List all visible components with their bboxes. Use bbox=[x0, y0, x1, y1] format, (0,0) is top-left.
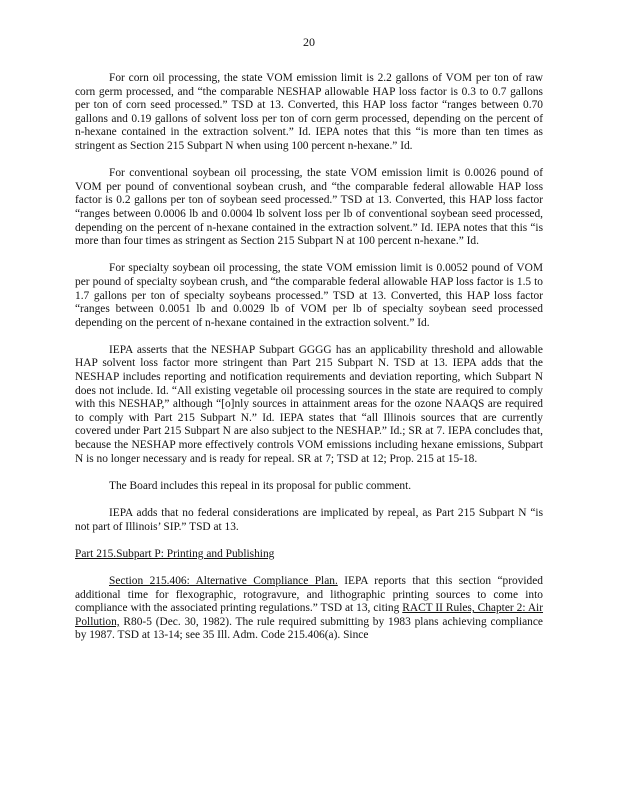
paragraph-conventional-soybean: For conventional soybean oil processing, the state VOM emission limit is 0.0026 pound of VOM per pound of conventional soybean crush, and “the comparable federal allowable HAP loss factor is 0.2 gallons per ton of soybean seed processed.” TSD at 13. Converted, this HAP loss factor “ranges between 0.0006 lb and 0.0004 lb solvent loss per lb of conventional soybean seed processed, depending on the percent of n-hexane contained in the extraction solvent.” Id. IEPA notes that this “is more than four times as stringent as Section 215 Subpart N at 100 percent n-hexane.” Id. bbox=[75, 167, 543, 248]
paragraph-corn-oil: For corn oil processing, the state VOM emission limit is 2.2 gallons of VOM per ton of raw corn germ processed, and “the comparable NESHAP allowable HAP loss factor is 0.3 to 0.7 gallons per ton of corn seed processed.” TSD at 13. Converted, this HAP loss factor “ranges between 0.70 gallons and 0.19 gallons of solvent loss per ton of corn germ processed, depending on the percent of n-hexane contained in the extraction solvent.” Id. IEPA notes that this “is more than ten times as stringent as Section 215 Subpart N when using 100 percent n-hexane.” Id. bbox=[75, 72, 543, 152]
section-heading: Part 215.Subpart P: Printing and Publishing bbox=[75, 547, 275, 560]
paragraph-neshap-applicability: IEPA asserts that the NESHAP Subpart GGGG has an applicability threshold and allowable HAP solvent loss factor more stringent than Part 215 Subpart N. TSD at 13. IEPA adds that the NESHAP includes reporting and notification requirements and deviation reporting, which Subpart N does not include. Id. “All existing vegetable oil processing sources in the state are required to comply with this NESHAP,” although “[o]nly sources in attainment areas for the ozone NAAQS are required to comply with Part 215 Subpart N.” Id. IEPA states that “all Illinois sources that are currently covered under Part 215 Subpart N are also subject to the NESHAP.” Id.; SR at 7. IEPA concludes that, because the NESHAP more effectively controls VOM emissions including hexane emissions, Subpart N is no longer necessary and is ready for repeal. SR at 7; TSD at 12; Prop. 215 at 15-18. bbox=[75, 343, 543, 465]
page-number: 20 bbox=[303, 35, 315, 49]
paragraph-text-b: R80-5 (Dec. 30, 1982). The rule required submitting by 1983 plans achieving compliance by 1987. TSD at 13-14; see 35 Ill. Adm. Code 215.406(a). Since bbox=[75, 615, 543, 642]
paragraph-specialty-soybean: For specialty soybean oil processing, the state VOM emission limit is 0.0052 pound of VOM per pound of specialty soybean crush, and “the comparable federal allowable HAP loss factor is 1.5 to 1.7 gallons per ton of specialty soybeans processed.” TSD at 13. Converted, this HAP loss factor “ranges between 0.0051 lb and 0.0029 lb of VOM per lb of specialty soybean seed processed depending on the percent of n-hexane contained in the extraction solvent.” Id. bbox=[75, 262, 543, 329]
citation-ract-ii: RACT II Rules, Chapter 2: Air Pollution, bbox=[75, 602, 544, 628]
paragraph-board-repeal: The Board includes this repeal in its proposal for public comment. bbox=[109, 479, 412, 492]
section-subheading: Section 215.406: Alternative Compliance Plan. bbox=[109, 574, 338, 587]
paragraph-alternative-compliance bbox=[75, 575, 543, 643]
paragraph-text-a: IEPA reports that this section “provided additional time for flexographic, rotogravure, and lithographic printing sources to come into compliance with the associated printing regulations.” TSD at 13, citing bbox=[75, 574, 543, 615]
paragraph-federal-considerations: IEPA adds that no federal considerations are implicated by repeal, as Part 215 Subpart N “is not part of Illinois’ SIP.” TSD at 13. bbox=[75, 507, 543, 533]
document-body bbox=[75, 72, 543, 657]
